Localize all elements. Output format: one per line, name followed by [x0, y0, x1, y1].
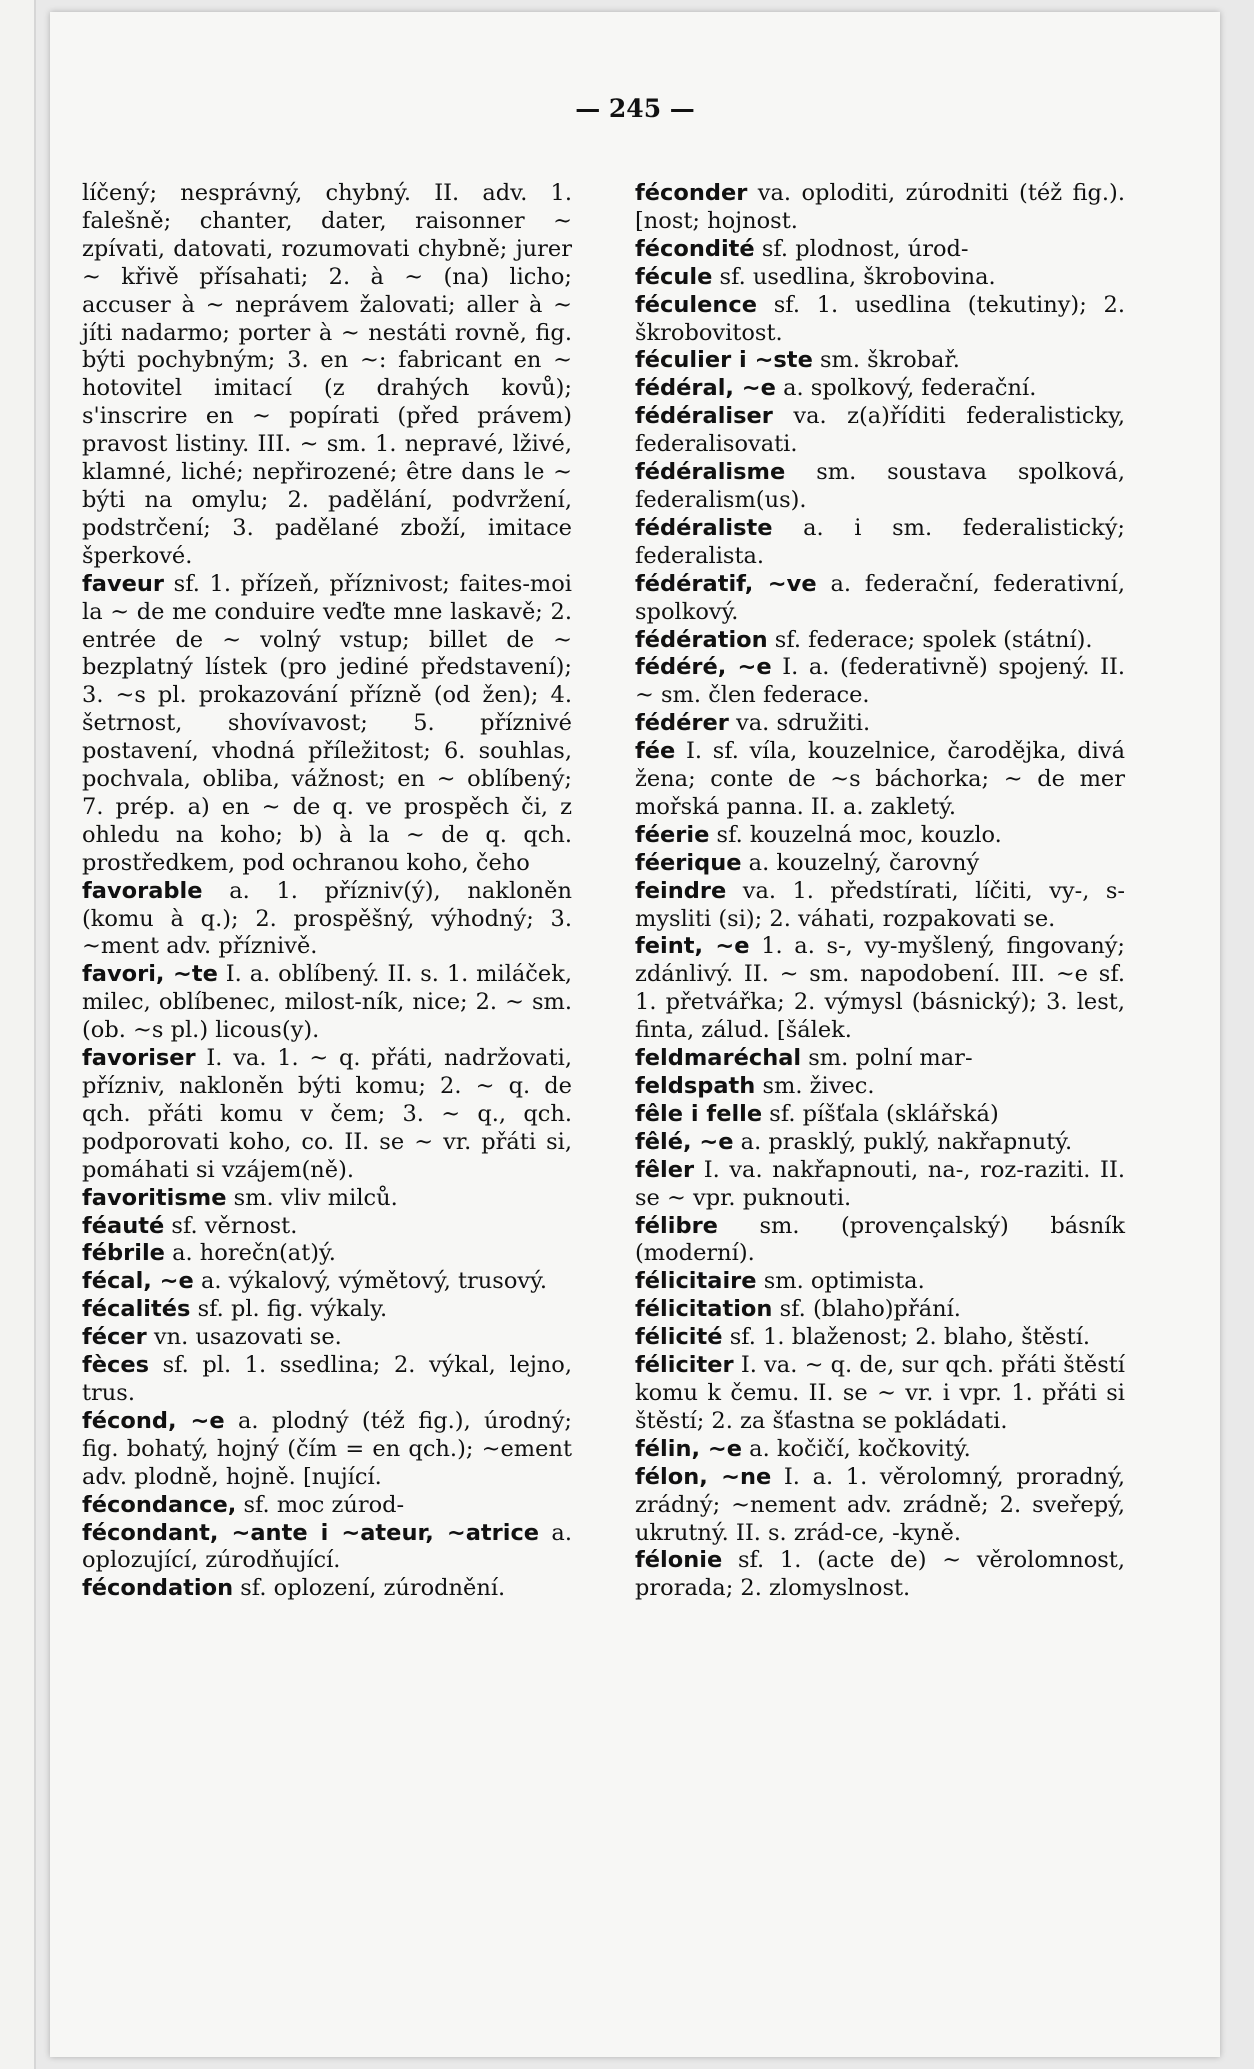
entry-definition: I. a. 1. věrolomný, proradný, zrádný; ~nement adv. zrádně; 2. sveřepý, ukrutný. II. s. zrád-ce, -kyně. [635, 1463, 1125, 1546]
dictionary-entry [635, 1324, 1125, 1352]
dictionary-entry [635, 627, 1125, 655]
dictionary-entry [635, 1547, 1125, 1603]
dictionary-entry [635, 1073, 1125, 1101]
dictionary-entry [635, 236, 1125, 264]
entry-headword: féculence [635, 291, 757, 318]
entry-headword: félon, ~ne [635, 1463, 772, 1490]
dictionary-entry [635, 654, 1125, 710]
entry-definition: sf. 1. blaženost; 2. blaho, štěstí. [729, 1324, 1091, 1351]
entry-definition: va. 1. předstírati, líčiti, vy-, s-mysliti (si); 2. váhati, rozpakovati se. [635, 877, 1125, 932]
dictionary-entry [635, 459, 1125, 515]
entry-definition: sm. polní mar- [808, 1045, 973, 1072]
dictionary-entry [635, 347, 1125, 375]
entry-definition: I. va. 1. ~ q. přáti, nadržovati, přízniv, nakloněn býti komu; 2. ~ q. de qch. přáti komu v čem; 3. ~ q., qch. podporovati koho, co. II. se ~ vr. přáti si, pomáhati si vzájem(ně). [82, 1045, 572, 1183]
entry-definition: I. sf. víla, kouzelnice, čarodějka, divá žena; conte de ~s báchorka; ~ de mer mořská panna. II. a. zakletý. [635, 738, 1125, 820]
adjacent-page-edge [0, 0, 36, 2069]
dictionary-entry [635, 1352, 1125, 1436]
entry-definition: sm. škrobař. [819, 347, 960, 374]
entry-definition: sf. kouzelná moc, kouzlo. [716, 821, 1002, 848]
entry-headword: fécond, ~e [82, 1407, 225, 1434]
dictionary-entry [635, 822, 1125, 850]
entry-headword: félicitaire [635, 1268, 757, 1295]
entry-definition: sf. pl. 1. ssedlina; 2. výkal, lejno, trus. [82, 1352, 573, 1406]
dictionary-entry [635, 1157, 1125, 1213]
entry-definition: I. a. (federativně) spojený. II. ~ sm. člen federace. [635, 654, 1125, 709]
entry-definition: a. spolkový, federační. [783, 375, 1037, 402]
entry-definition: sf. věrnost. [171, 1212, 298, 1239]
entry-headword: feint, ~e [635, 933, 750, 960]
dictionary-entry [82, 1324, 572, 1352]
entry-headword: favori, ~te [82, 961, 218, 988]
entry-definition: a. kouzelný, čarovný [748, 849, 980, 876]
entry-headword: fédéralisme [635, 459, 786, 486]
entry-headword: fée [635, 738, 676, 765]
entry-headword: fédération [635, 626, 768, 653]
entry-definition: sf. 1. usedlina (tekutiny); 2. škrobovitost. [635, 291, 1125, 346]
entry-headword: fêle i felle [635, 1100, 763, 1127]
entry-definition: sf. oplození, zúrodnění. [240, 1575, 506, 1602]
left-column [82, 180, 572, 1603]
entry-definition: sf. federace; spolek (státní). [774, 626, 1093, 653]
entry-headword: féerie [635, 821, 710, 848]
dictionary-page [50, 12, 1220, 2057]
dictionary-entry [635, 292, 1125, 348]
entry-headword: féauté [82, 1212, 165, 1239]
dictionary-entry [82, 571, 572, 878]
dictionary-entry [635, 878, 1125, 934]
entry-headword: féerique [635, 849, 742, 876]
entry-headword: favoritisme [82, 1184, 227, 1211]
dictionary-entry [635, 1464, 1125, 1548]
dictionary-entry [82, 1520, 572, 1576]
entry-headword: feldmaréchal [635, 1045, 802, 1072]
entry-definition: líčený; nesprávný, chybný. II. adv. 1. falešně; chanter, dater, raisonner ~ zpívati, datovati, rozumovati chybně; jurer ~ křivě přísahati; 2. à ~ (na) licho; accuser à ~ neprávem žalovati; aller à ~ jíti nadarmo; porter à ~ nestáti rovně, fig. býti pochybným; 3. en ~: fabricant en ~ hotovitel imitací (z drahých kovů); s'inscrire en ~ popírati (před právem) pravost listiny. III. ~ sm. 1. nepravé, lživé, klamné, liché; nepřirozené; être dans le ~ býti na omylu; 2. padělání, podvržení, podstrčení; 3. padělané zboží, imitace šperkové. [82, 180, 572, 569]
entry-headword: fécondance, [82, 1491, 237, 1518]
entry-headword: fécal, ~e [82, 1268, 194, 1295]
entry-definition: sf. píšťala (sklářská) [769, 1100, 999, 1127]
entry-headword: félicitation [635, 1296, 773, 1323]
entry-definition: I. va. ~ q. de, sur qch. přáti štěstí komu k čemu. II. se ~ vr. i vpr. 1. přáti si štěstí; 2. za šťastna se pokládati. [635, 1352, 1125, 1434]
entry-headword: féliciter [635, 1352, 734, 1379]
entry-headword: fédéral, ~e [635, 375, 776, 402]
entry-headword: fécalités [82, 1296, 191, 1323]
dictionary-entry [635, 738, 1125, 822]
entry-headword: féconder [635, 180, 748, 206]
entry-headword: favorable [82, 877, 203, 904]
dictionary-entry [635, 1129, 1125, 1157]
entry-definition: sf. 1. (acte de) ~ věrolomnost, prorada; 2. zlomyslnost. [635, 1547, 1125, 1602]
entry-definition: a. federační, federativní, spolkový. [635, 570, 1125, 625]
entry-definition: sm. optimista. [763, 1268, 925, 1295]
entry-definition: sf. 1. přízeň, příznivost; faites-moi la ~ de me conduire veďte mne laskavě; 2. entrée de ~ volný vstup; billet de ~ bezplatný lístek (pro jediné představení); 3. ~s pl. prokazování přízně (od žen); 4. šetrnost, shovívavost; 5. příznivé postavení, vhodná příležitost; 6. souhlas, pochvala, obliba, vážnost; en ~ oblíbený; 7. prép. a) en ~ de q. ve prospěch či, z ohledu na koho; b) à la ~ de q. qch. prostředkem, pod ochranou koho, čeho [82, 570, 572, 876]
entry-headword: fêlé, ~e [635, 1128, 734, 1155]
entry-definition: a. oplozující, zúrodňující. [82, 1519, 572, 1574]
dictionary-entry [82, 1185, 572, 1213]
entry-headword: fébrile [82, 1240, 165, 1267]
entry-definition: 1. a. s-, vy-myšlený, fingovaný; zdánlivý. II. ~ sm. napodobení. III. ~e sf. 1. přetvářka; 2. výmysl (básnický); 3. lest, finta, zálud. [šálek. [635, 933, 1125, 1044]
entry-headword: fêler [635, 1156, 695, 1183]
dictionary-entry [635, 933, 1125, 1045]
dictionary-entry [635, 1436, 1125, 1464]
dictionary-entry [82, 1240, 572, 1268]
dictionary-entry [82, 180, 572, 571]
entry-headword: fécer [82, 1324, 147, 1351]
entry-definition: sf. usedlina, škrobovina. [719, 263, 996, 290]
entry-definition: sf. pl. fig. výkaly. [197, 1296, 388, 1323]
dictionary-entry [635, 264, 1125, 292]
entry-headword: fécule [635, 263, 713, 290]
dictionary-entry [635, 1296, 1125, 1324]
dictionary-entry [82, 1575, 572, 1603]
entry-headword: félibre [635, 1212, 718, 1239]
dictionary-entry [635, 515, 1125, 571]
entry-headword: feindre [635, 877, 727, 904]
entry-headword: fèces [82, 1352, 150, 1379]
dictionary-entry [635, 1213, 1125, 1269]
entry-definition: sf. moc zúrod- [243, 1491, 405, 1518]
entry-headword: fédérer [635, 710, 729, 737]
entry-headword: félicité [635, 1324, 723, 1351]
dictionary-entry [82, 1213, 572, 1241]
dictionary-entry [635, 375, 1125, 403]
entry-headword: fédératif, ~ve [635, 570, 817, 597]
entry-definition: a. kočičí, kočkovitý. [749, 1435, 971, 1462]
dictionary-entry [635, 571, 1125, 627]
entry-definition: va. z(a)říditi federalisticky, federalisovati. [635, 403, 1126, 458]
entry-headword: fédéré, ~e [635, 654, 772, 681]
dictionary-entry [82, 1352, 572, 1408]
entry-definition: a. výkalový, výmětový, trusový. [200, 1268, 547, 1295]
dictionary-entry [635, 850, 1125, 878]
entry-definition: a. horečn(at)ý. [172, 1240, 336, 1267]
entry-headword: féculier i ~ste [635, 347, 813, 374]
dictionary-entry [82, 1268, 572, 1296]
dictionary-entry [635, 710, 1125, 738]
entry-definition: I. a. oblíbený. II. s. 1. miláček, milec, oblíbenec, milost-ník, nice; 2. ~ sm. (ob. ~s pl.) licous(y). [82, 961, 573, 1044]
entry-headword: félin, ~e [635, 1435, 742, 1462]
entry-definition: va. oploditi, zúrodniti (též fig.). [nost; hojnost. [635, 180, 1125, 234]
entry-definition: sf. plodnost, úrod- [761, 235, 969, 262]
entry-headword: feldspath [635, 1073, 756, 1099]
entry-definition: a. prasklý, puklý, nakřapnutý. [740, 1128, 1073, 1155]
entry-headword: fédéraliste [635, 514, 773, 541]
entry-definition: a. i sm. federalistický; federalista. [635, 514, 1125, 569]
entry-headword: fédéraliser [635, 403, 773, 430]
entry-definition: sm. vliv milců. [233, 1184, 398, 1211]
entry-headword: favoriser [82, 1045, 196, 1072]
entry-definition: va. sdružiti. [736, 710, 871, 737]
entry-definition: sm. živec. [762, 1073, 875, 1099]
dictionary-entry [635, 180, 1125, 236]
entry-definition: a. plodný (též fig.), úrodný; fig. bohatý, hojný (čím = en qch.); ~ement adv. plodně, hojně. [nující. [82, 1407, 573, 1490]
dictionary-entry [82, 1492, 572, 1520]
entry-headword: fécondation [82, 1575, 234, 1602]
right-column [635, 180, 1125, 1603]
page-number: — 245 — [575, 94, 695, 123]
entry-headword: fécondant, ~ante i ~ateur, ~atrice [82, 1519, 540, 1546]
dictionary-entry [635, 403, 1125, 459]
entry-definition: sf. (blaho)přání. [779, 1296, 961, 1323]
dictionary-entry [82, 1296, 572, 1324]
entry-headword: fécondité [635, 235, 755, 262]
dictionary-entry [635, 1045, 1125, 1073]
entry-headword: faveur [82, 570, 165, 597]
dictionary-entry [82, 961, 572, 1045]
entry-headword: félonie [635, 1547, 723, 1574]
entry-definition: a. 1. přízniv(ý), nakloněn (komu à q.); 2. prospěšný, výhodný; 3. ~ment adv. příznivě. [82, 877, 572, 960]
dictionary-entry [82, 1408, 572, 1492]
entry-definition: sm. (provençalský) básník (moderní). [635, 1212, 1126, 1267]
dictionary-entry [635, 1268, 1125, 1296]
entry-definition: I. va. nakřapnouti, na-, roz-raziti. II. se ~ vpr. puknouti. [635, 1156, 1125, 1211]
dictionary-entry [82, 878, 572, 962]
dictionary-entry [82, 1045, 572, 1185]
entry-definition: sm. soustava spolková, federalism(us). [635, 459, 1126, 513]
dictionary-entry [635, 1101, 1125, 1129]
entry-definition: vn. usazovati se. [153, 1324, 342, 1351]
